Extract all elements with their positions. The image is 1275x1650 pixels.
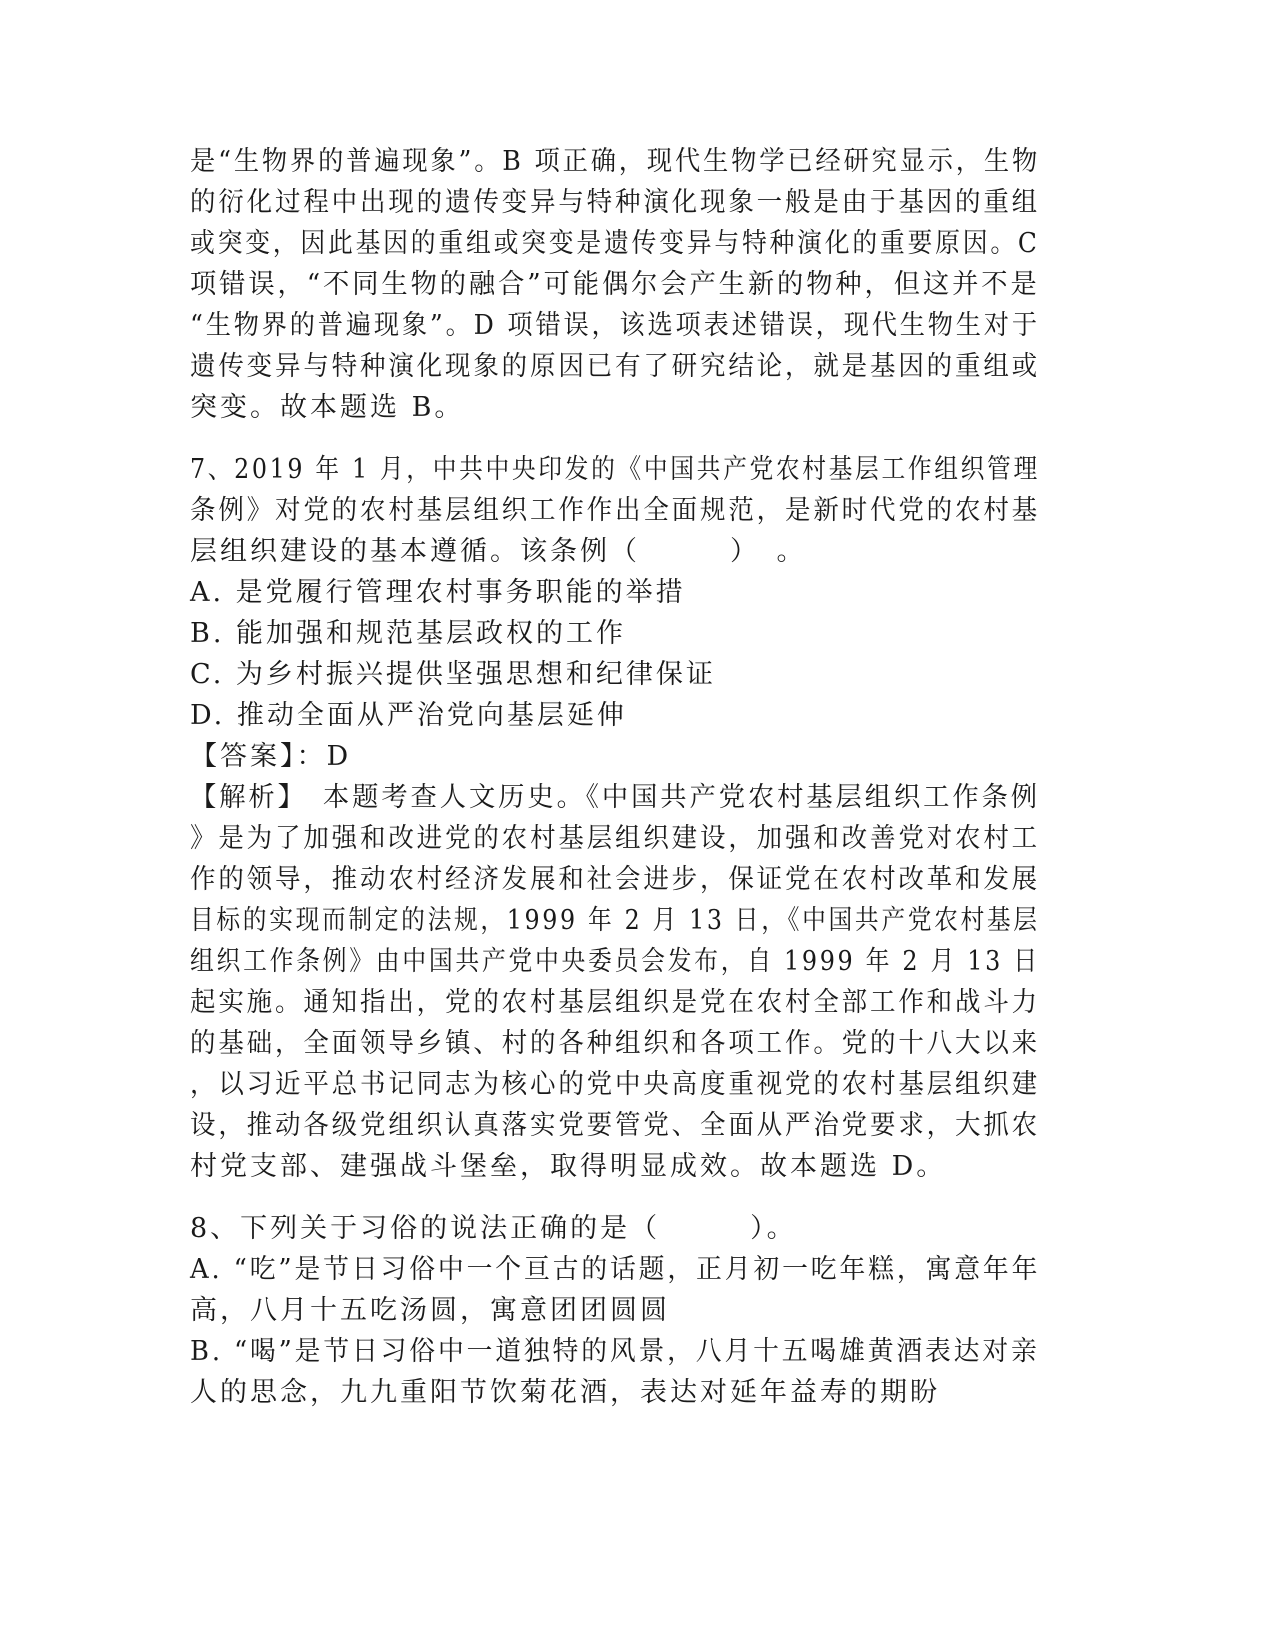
prev-explanation-line: 遗传变异与特种演化现象的原因已有了研究结论，就是基因的重组或 [190,351,1040,382]
question-7-option-b: B. 能加强和规范基层政权的工作 [190,618,627,649]
question-7-option-c: C. 为乡村振兴提供坚强思想和纪律保证 [190,659,716,690]
question-8-stem-line: 8、下列关于习俗的说法正确的是（ ）。 [190,1213,797,1244]
question-7-analysis-line: 作的领导，推动农村经济发展和社会进步，保证党在农村改革和发展 [190,864,1040,895]
question-7-answer: 【答案】：D [190,741,352,772]
question-8-option-a: A. “吃”是节日习俗中一个亘古的话题，正月初一吃年糕，寓意年年 [190,1254,1041,1285]
question-8-option-a-cont: 高，八月十五吃汤圆，寓意团团圆圆 [190,1295,670,1326]
question-7-analysis-line: 》是为了加强和改进党的农村基层组织建设，加强和改善党对农村工 [190,823,1040,854]
question-8-option-b: B. “喝”是节日习俗中一道独特的风景，八月十五喝雄黄酒表达对亲 [190,1336,1040,1367]
question-7-analysis-line: 组织工作条例》由中国共产党中央委员会发布，自 1999 年 2 月 13 日 [190,946,1040,977]
prev-explanation-line: “生物界的普遍现象”。D 项错误，该选项表述错误，现代生物生对于 [190,310,1040,341]
prev-explanation-line: 的衍化过程中出现的遗传变异与特种演化现象一般是由于基因的重组 [190,187,1040,218]
question-7-analysis-line: ，以习近平总书记同志为核心的党中央高度重视党的农村基层组织建 [190,1069,1040,1100]
question-7-analysis-line: 【解析】 本题考查人文历史。《中国共产党农村基层组织工作条例 [190,782,1040,813]
question-7-option-a: A. 是党履行管理农村事务职能的举措 [190,577,686,608]
question-7-option-d: D. 推动全面从严治党向基层延伸 [190,700,627,731]
question-7-analysis-line: 的基础，全面领导乡镇、村的各种组织和各项工作。党的十八大以来 [190,1028,1040,1059]
question-8-option-b-cont: 人的思念，九九重阳节饮菊花酒，表达对延年益寿的期盼 [190,1377,940,1408]
question-7-stem-line: 条例》对党的农村基层组织工作作出全面规范，是新时代党的农村基 [190,495,1040,526]
question-7-analysis-line: 目标的实现而制定的法规，1999 年 2 月 13 日，《中国共产党农村基层 [190,905,1040,936]
question-7-analysis-line: 村党支部、建强战斗堡垒，取得明显成效。故本题选 D。 [190,1151,947,1182]
question-7-analysis-line: 起实施。通知指出，党的农村基层组织是党在农村全部工作和战斗力 [190,987,1040,1018]
prev-explanation-line: 突变。故本题选 B。 [190,392,465,423]
prev-explanation-line: 是“生物界的普遍现象”。B 项正确，现代生物学已经研究显示，生物 [190,146,1041,177]
question-7-stem-line: 7、2019 年 1 月，中共中央印发的《中国共产党农村基层工作组织管理 [190,454,1040,485]
question-7-analysis-line: 设，推动各级党组织认真落实党要管党、全面从严治党要求，大抓农 [190,1110,1040,1141]
prev-explanation-line: 或突变，因此基因的重组或突变是遗传变异与特种演化的重要原因。C [190,228,1040,259]
prev-explanation-line: 项错误，“不同生物的融合”可能偶尔会产生新的物种，但这并不是 [190,269,1040,300]
question-7-stem-line: 层组织建设的基本遵循。该条例（ ） 。 [190,536,807,567]
